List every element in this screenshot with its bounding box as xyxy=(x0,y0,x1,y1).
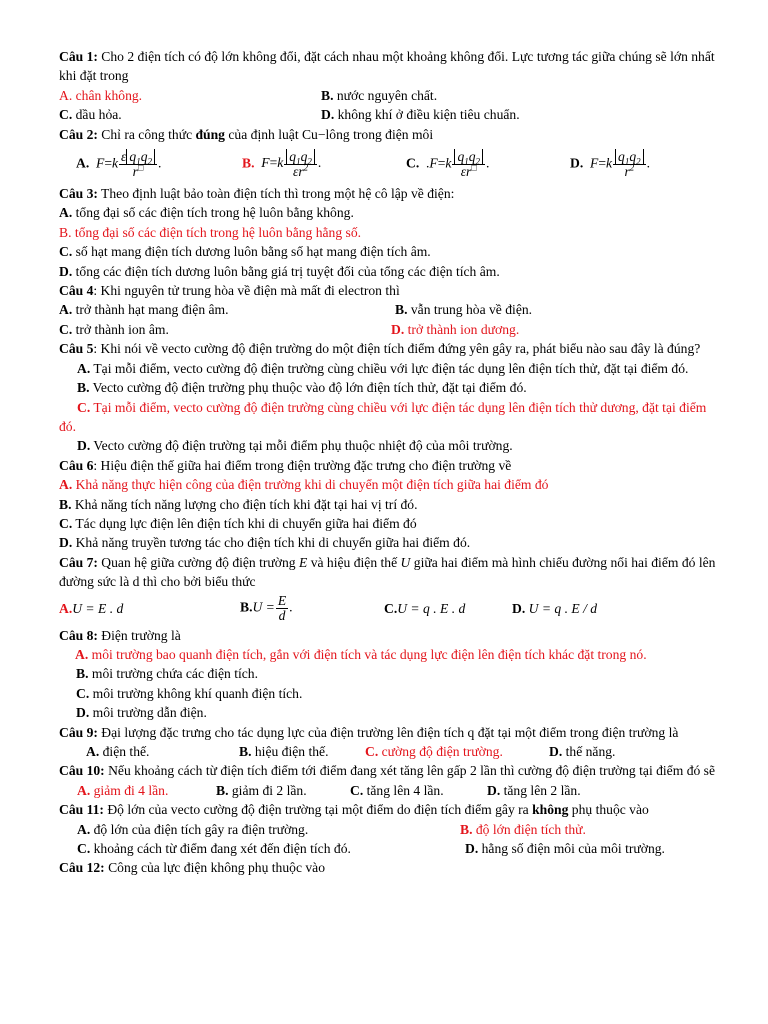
option-a: A. Khả năng thực hiện công của điện trường khi di chuyển một điện tích giữa hai điểm đó xyxy=(59,477,549,493)
option-a xyxy=(59,86,321,105)
options-row xyxy=(59,300,716,319)
options-row xyxy=(59,86,716,105)
question-label: Câu 6 xyxy=(59,457,94,473)
question-label: Câu 1: xyxy=(59,49,98,64)
options-row xyxy=(59,820,716,839)
option-text: dầu hỏa. xyxy=(72,107,122,123)
question-10 xyxy=(59,761,716,780)
question-label: Câu 10: xyxy=(59,763,105,779)
question-label: Câu 11: xyxy=(59,802,104,818)
question-9 xyxy=(59,723,716,742)
option-c: C. Tại mỗi điểm, vecto cường độ điện trường cùng chiều với lực điện tác dụng lên điện tích thử dương, đặt tại điểm đó. xyxy=(59,399,707,434)
option-b: B. F=k $\frac{q_1q_2}{\varepsilon r^2}$ . xyxy=(242,148,322,179)
option-b: B. tổng đại số các điện tích trong hệ luôn bằng hằng số. xyxy=(59,224,362,240)
formula-fraction: $\frac{q_1q_2}{r^2}$ xyxy=(613,150,646,179)
option-a: A.U = E . d xyxy=(59,600,124,616)
option-a: A. độ lớn của điện tích gây ra điện trường. xyxy=(77,821,309,837)
formula-fraction: $\frac{q_1q_2}{\varepsilon r^2}$ xyxy=(284,150,317,179)
option-c: C. trở thành ion âm. xyxy=(59,321,169,337)
question-text: : Khi nguyên tử trung hòa về điện mà mất đi electron thì xyxy=(93,283,400,299)
option-a: A. giảm đi 4 lần. xyxy=(77,782,169,798)
option-c xyxy=(59,105,321,124)
option-key: C. xyxy=(406,155,420,171)
question-text: Theo định luật bảo toàn điện tích thì trong một hệ cô lập về điện: xyxy=(97,186,455,202)
option-b: B. độ lớn điện tích thử. xyxy=(460,821,586,837)
question-label: Câu 8: xyxy=(59,627,98,643)
option-a: A. tổng đại số các điện tích trong hệ luôn bằng không. xyxy=(59,205,354,221)
option-d xyxy=(321,105,520,124)
question-text: giữa hai điểm mà hình chiếu đường nối hai điểm đó lên đường sức là d thì cho bởi biểu thức xyxy=(59,554,716,590)
question-text: Nếu khoảng cách từ điện tích điểm tới điểm đang xét tăng lên gấp 2 lần thì cường độ điện trường tại điểm đó sẽ xyxy=(104,763,716,779)
question-label: Câu 7: xyxy=(59,554,98,570)
question-1 xyxy=(59,47,716,86)
formula-options-row xyxy=(59,144,716,184)
question-text: Cho 2 điện tích có độ lớn không đổi, đặt cách nhau một khoảng không đổi. Lực tương tác giữa chúng sẽ lớn nhất khi đặt trong xyxy=(59,49,715,84)
option-c: C.U = q . E . d xyxy=(384,600,466,616)
question-7 xyxy=(59,553,716,592)
question-text: và hiệu điện thế xyxy=(307,554,401,570)
option-d: D. tăng lên 2 lần. xyxy=(487,782,581,798)
question-text: của định luật Cu−lông trong điện môi xyxy=(224,126,434,142)
option-text: chân không. xyxy=(72,87,143,103)
option-b: B. giảm đi 2 lần. xyxy=(216,782,307,798)
question-text: : Hiệu điện thế giữa hai điểm trong điện trường đặc trưng cho điện trường về xyxy=(93,457,512,473)
question-6 xyxy=(59,456,716,475)
option-key: C. xyxy=(59,107,73,123)
option-b: B. môi trường chứa các điện tích. xyxy=(76,666,258,682)
option-d: D. U = q . E / d xyxy=(512,600,598,616)
option-key: B. xyxy=(242,155,255,171)
option-a: A. Tại mỗi điểm, vecto cường độ điện trường cùng chiều với lực điện tác dụng lên điện tích thử, đặt tại điểm đó. xyxy=(77,360,689,376)
symbol-u: U xyxy=(400,554,411,570)
question-label: Câu 2: xyxy=(59,126,98,142)
question-text: Quan hệ giữa cường độ điện trường xyxy=(97,554,299,570)
question-label: Câu 4 xyxy=(59,283,94,299)
option-b xyxy=(321,86,437,105)
option-text: nước nguyên chất. xyxy=(333,87,438,103)
option-c: C. khoảng cách từ điểm đang xét đến điện tích đó. xyxy=(77,841,351,857)
option-a: A. điện thế. xyxy=(86,744,150,759)
option-b: B. Khả năng tích năng lượng cho điện tích khi đặt tại hai vị trí đó. xyxy=(59,496,418,512)
question-label: Câu 12: xyxy=(59,860,105,876)
question-text: Chỉ ra công thức xyxy=(97,126,196,142)
question-emphasis: đúng xyxy=(195,126,225,142)
question-label: Câu 3: xyxy=(59,186,98,202)
options-row xyxy=(59,320,716,339)
option-c: C. .F=k $\frac{q_1q_2}{\varepsilon r^□}$ . xyxy=(406,148,490,179)
option-b: B. Vecto cường độ điện trường phụ thuộc vào độ lớn điện tích thử, đặt tại điểm đó. xyxy=(77,380,527,396)
option-a: A. môi trường bao quanh điện tích, gắn với điện tích và tác dụng lực điện lên điện tích khác đặt trong nó. xyxy=(75,646,647,662)
question-text: : Khi nói về vecto cường độ điện trường do một điện tích điểm đứng yên gây ra, phát biểu nào sau đây là đúng? xyxy=(93,341,701,357)
option-a: A. F=k $\frac{\varepsilon q_1q_2}{r^□}$ . xyxy=(76,148,162,179)
question-2 xyxy=(59,125,716,144)
question-text: Độ lớn của vecto cường độ điện trường tại một điểm do điện tích điểm gây ra xyxy=(103,802,533,818)
formula-fraction: $\frac{E}{d}$ xyxy=(277,593,287,624)
formula-fraction: $\frac{q_1q_2}{\varepsilon r^□}$ xyxy=(452,150,485,179)
option-d: D. F=k $\frac{q_1q_2}{r^2}$ . xyxy=(570,148,651,179)
option-c: C. tăng lên 4 lần. xyxy=(350,782,444,798)
option-c: C. số hạt mang điện tích dương luôn bằng số hạt mang điện tích âm. xyxy=(59,244,431,260)
question-text: Công của lực điện không phụ thuộc vào xyxy=(104,860,325,876)
option-b: B. vẫn trung hòa về điện. xyxy=(395,302,533,318)
formula-fraction: $\frac{\varepsilon q_1q_2}{r^□}$ xyxy=(119,150,157,179)
option-key: D. xyxy=(321,107,335,123)
option-d: D. thế năng. xyxy=(549,744,616,759)
option-a: A. trở thành hạt mang điện âm. xyxy=(59,302,229,318)
options-row xyxy=(59,781,716,800)
question-8 xyxy=(59,626,716,645)
options-row xyxy=(59,742,716,761)
question-text: Điện trường là xyxy=(97,627,181,643)
option-b: B.U = $\frac{E}{d}$ . xyxy=(240,593,293,624)
question-4 xyxy=(59,281,716,300)
question-12 xyxy=(59,858,716,877)
option-d: D. Khả năng truyền tương tác cho điện tích khi di chuyển giữa hai điểm đó. xyxy=(59,535,471,551)
option-d: D. Vecto cường độ điện trường tại mỗi điểm phụ thuộc nhiệt độ của môi trường. xyxy=(77,438,513,454)
question-label: Câu 9: xyxy=(59,724,98,740)
formula-options-row xyxy=(59,592,716,626)
option-d: D. môi trường dẫn điện. xyxy=(76,705,207,721)
option-key: B. xyxy=(321,87,334,103)
options-row xyxy=(59,105,716,124)
option-d: D. hằng số điện môi của môi trường. xyxy=(465,841,665,857)
symbol-e: E xyxy=(298,554,308,570)
question-text: Đại lượng đặc trưng cho tác dụng lực của điện trường lên điện tích q đặt tại một điểm trong điện trường là xyxy=(97,724,679,740)
option-key: A. xyxy=(59,87,73,103)
option-c: C. cường độ điện trường. xyxy=(365,744,503,759)
question-emphasis: không xyxy=(532,802,569,818)
question-text: phụ thuộc vào xyxy=(568,802,649,818)
question-label: Câu 5 xyxy=(59,341,94,357)
option-b: B. hiệu điện thế. xyxy=(239,744,329,759)
option-text: không khí ở điều kiện tiêu chuẩn. xyxy=(334,107,520,123)
question-5 xyxy=(59,339,716,358)
options-row xyxy=(59,839,716,858)
option-key: D. xyxy=(570,155,584,171)
option-d: D. trở thành ion dương. xyxy=(391,321,520,337)
option-c: C. môi trường không khí quanh điện tích. xyxy=(76,685,303,701)
question-3 xyxy=(59,184,716,203)
option-c: C. Tác dụng lực điện lên điện tích khi di chuyển giữa hai điểm đó xyxy=(59,515,417,531)
question-11 xyxy=(59,800,716,819)
option-key: A. xyxy=(76,155,90,171)
option-d: D. tổng các điện tích dương luôn bằng giá trị tuyệt đối của tổng các điện tích âm. xyxy=(59,263,500,279)
